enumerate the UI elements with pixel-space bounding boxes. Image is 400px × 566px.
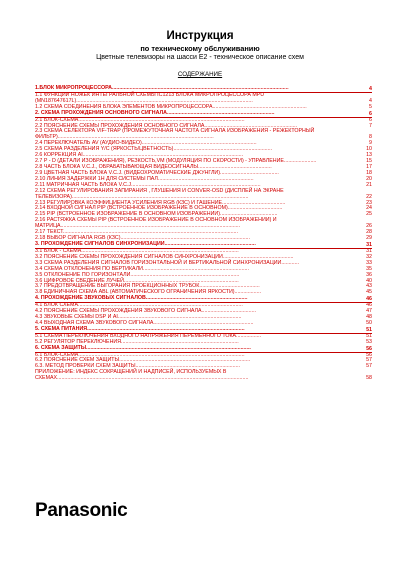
toc-page-number: 7 bbox=[369, 122, 372, 129]
toc-page-number: 9 bbox=[369, 140, 372, 147]
toc-page-number: 31 bbox=[366, 241, 372, 248]
toc-page-number: 10 bbox=[366, 146, 372, 153]
toc-entry-text: 2.9 ЦВЕТНАЯ ЧАСТЬ БЛОКА V.C.J. (ВИДЕОХРОМАТИЧЕСКИЕ ДЖУНГЛИ)........................................ bbox=[35, 169, 279, 176]
toc-entry-text: 2.4 ПЕРЕКЛЮЧАТЕЛЬ AV (АУДИО-ВИДЕО).............................................................................. bbox=[35, 140, 257, 147]
toc-page-number: 29 bbox=[366, 235, 372, 242]
toc-page-number: 21 bbox=[366, 181, 372, 188]
document-title: Инструкция bbox=[166, 30, 234, 42]
toc-page-number: 46 bbox=[366, 296, 372, 303]
toc-entry-text: 3.8 ЕДИНИЧНАЯ СХЕМА ABL (АВТОМАТИЧЕСКОГО ОГРАНИЧЕНИЯ ЯРКОСТИ).................. bbox=[35, 289, 262, 296]
panasonic-logo: Panasonic bbox=[35, 500, 128, 521]
toc-page-number: 40 bbox=[366, 277, 372, 284]
toc-entry-text: 3.6 ЦИФРОВОЕ СВЕДЕНИЕ ЛУЧЕЙ.............................................................................. bbox=[35, 277, 239, 284]
table-of-contents bbox=[35, 86, 372, 382]
toc-entry-text: 1.БЛОК МИКРОПРОЦЕССОРА........................................................................................................................ bbox=[35, 86, 372, 93]
toc-page-number: 24 bbox=[366, 205, 372, 212]
toc-entry-text: 3.7 ПРЕДОТВРАЩЕНИЕ ВЫГОРАНИЯ ПРОЕКЦИОННЫХ ТРУБОК......................................... bbox=[35, 283, 260, 290]
toc-entry-text: 4.4 ВЫХОДНАЯ СХЕМА ЗВУКОВОГО СИГНАЛА.................................................................... bbox=[35, 319, 254, 326]
toc-page-number: 22 bbox=[366, 193, 372, 200]
toc-page-number: 15 bbox=[366, 158, 372, 165]
toc-page-number: 26 bbox=[366, 223, 372, 230]
toc-entry-text: 6. СХЕМА ЗАЩИТЫ................................................................................................................ bbox=[35, 346, 372, 353]
toc-page-number: 47 bbox=[366, 308, 372, 315]
toc-page-number: 6 bbox=[369, 116, 372, 123]
toc-page-number: 18 bbox=[366, 169, 372, 176]
toc-entry-text: 2.14 ВХОДНОЙ СИГНАЛ PIP (ВСТРОЕННОЕ ИЗОБРАЖЕНИЕ В ОСНОВНОМ)..................................... bbox=[35, 205, 283, 212]
toc-entry-text: 2.18 ВЫБОР СИГНАЛА RGB (КЗС)........................................................................................ bbox=[35, 235, 250, 242]
toc-entry-text: 1.1 ФУНКЦИИ НОЖЕК ИНТЕГРАЛЬНОЙ СХЕМЫ IC1213 БЛОКА МИКРОПРОЦЕССОРА MPU (MN187647617L)........................................................................................................................ bbox=[35, 91, 266, 104]
toc-subsection-entry bbox=[35, 93, 372, 105]
toc-entry-text: 2.12 СХЕМА РЕГУЛИРОВАНИЯ ЗАПИРАНИЯ , ГЛУШЕНИЯ И CONVER-OSD (ДИСПЛЕЙ НА ЭКРАНЕ ТЕЛЕВИЗОРА)........................................................................................................................ bbox=[35, 187, 286, 200]
toc-entry-text: 3.2 ПОЯСНЕНИЕ СХЕМЫ ПРОХОЖДЕНИЯ СИГНАЛОВ СИНХРОНИЗАЦИИ................................................ bbox=[35, 253, 294, 260]
toc-entry-text: 4.3 ЗВУКОВЫЕ СХЕМЫ DSP И AI.................................................................................... bbox=[35, 314, 242, 321]
contents-heading: СОДЕРЖАНИЕ bbox=[177, 71, 223, 78]
toc-entry-text: 2.17 ТЕКСТ....................................................................................................................... bbox=[35, 229, 238, 236]
toc-entry-text: 3. ПРОХОЖДЕНИЕ СИГНАЛОВ СИНХРОНИЗАЦИИ.............................................................. bbox=[35, 242, 372, 249]
toc-page-number: 25 bbox=[366, 211, 372, 218]
toc-entry-text: 4.2 ПОЯСНЕНИЕ СХЕМЫ ПРОХОЖДЕНИЯ ЗВУКОВОГО СИГНАЛА..................................... bbox=[35, 308, 257, 315]
toc-entry-text: 4.1 БЛОК СХЕМА................................................................................................................ bbox=[35, 302, 243, 309]
toc-entry-text: 2.13 РЕГУЛИРОВКА КОЭФФИЦИЕНТА УСИЛЕНИЯ RGB (КЗС) И ГАШЕНИЕ........................................... bbox=[35, 199, 286, 206]
toc-entry-text: 2.3 СХЕМА СЕЛЕКТОРА VIF-TRAP (ПРОМЕЖУТОЧНАЯ ЧАСТОТА СИГНАЛА ИЗОБРАЖЕНИЯ - РЕЖЕКТОРНЫЙ ФИЛЬТР).......................................................................................................... bbox=[35, 128, 316, 141]
toc-page-number: 48 bbox=[366, 314, 372, 321]
toc-subsection-entry bbox=[35, 370, 372, 382]
toc-page-number: 53 bbox=[366, 338, 372, 345]
toc-page-number: 57 bbox=[366, 357, 372, 364]
toc-page-number: 17 bbox=[366, 163, 372, 170]
toc-entry-text: 2. СХЕМА ПРОХОЖДЕНИЯ ОСНОВНОГО СИГНАЛА......................................................................... bbox=[35, 111, 372, 118]
toc-page-number: 51 bbox=[366, 332, 372, 339]
toc-page-number: 20 bbox=[366, 175, 372, 182]
toc-entry-text: 2.10 ЛИНИЯ ЗАДЕРЖКИ 1Н ДЛЯ СИСТЕМЫ ПАЛ................................................................. bbox=[35, 175, 254, 182]
toc-entry-text: 3.3 СХЕМА РАЗДЕЛЕНИЯ СИГНАЛОВ ГОРИЗОНТАЛЬНОЙ И ВЕРТИКАЛЬНОЙ СИНХРОНИЗАЦИИ............ bbox=[35, 259, 300, 266]
document-description: Цветные телевизоры на шасси E2 - техническое описание схем bbox=[96, 54, 304, 61]
toc-entry-text: 6.1 БЛОК-СХЕМА................................................................................................................. bbox=[35, 351, 245, 358]
toc-page-number: 28 bbox=[366, 229, 372, 236]
toc-page-number: 43 bbox=[366, 283, 372, 290]
toc-page-number: 57 bbox=[366, 363, 372, 370]
toc-page-number: 5 bbox=[369, 103, 372, 110]
toc-page-number: 33 bbox=[366, 259, 372, 266]
toc-subsection-entry bbox=[35, 189, 372, 201]
toc-entry-text: 2.1 БЛОК-СХЕМА................................................................................................................. bbox=[35, 116, 245, 123]
toc-entry-text: 2.11 МАТРИЧНАЯ ЧАСТЬ БЛОКА V.C.J........................................................................................ bbox=[35, 181, 261, 188]
toc-page-number: 6 bbox=[369, 110, 372, 117]
toc-page-number: 35 bbox=[366, 265, 372, 272]
toc-page-number: 51 bbox=[366, 326, 372, 333]
toc-page-number: 56 bbox=[366, 345, 372, 352]
toc-entry-text: 3.1 БЛОК - СХЕМА........................................................................................................... bbox=[35, 247, 239, 254]
toc-entry-text: 5.1 СХЕМА ПЕРЕКЛЮЧЕНИЯ ВХОДНОГО НАПРЯЖЕНИЯ ПЕРЕМЕННОГО ТОКА................. bbox=[35, 332, 262, 339]
toc-page-number: 50 bbox=[366, 319, 372, 326]
toc-page-number: 58 bbox=[366, 375, 372, 382]
document-subtitle: по техническому обслуживанию bbox=[140, 44, 260, 53]
toc-entry-text: 4. ПРОХОЖДЕНИЕ ЗВУКОВЫХ СИГНАЛОВ..................................................................... bbox=[35, 296, 372, 303]
toc-entry-text: 5. СХЕМА ПИТАНИЯ........................................................................................................... bbox=[35, 327, 372, 334]
toc-page-number: 13 bbox=[366, 152, 372, 159]
toc-entry-text: 1.2 СХЕМА СОЕДИНЕНИЯ БЛОКА ЭЛЕМЕНТОВ МИКРОПРОЦЕССОРА................................................................ bbox=[35, 103, 307, 110]
toc-page-number: 36 bbox=[366, 271, 372, 278]
toc-entry-text: 2.5 СХЕМА РАЗДЕЛЕНИЯ Y/C (ЯРКОСТЬ/ЦВЕТНОСТЬ)................................................................... bbox=[35, 146, 273, 153]
toc-page-number: 31 bbox=[366, 247, 372, 254]
toc-entry-text: 6.3. МЕТОД ПРОВЕРКИ СХЕМ ЗАЩИТЫ....................................................................... bbox=[35, 363, 241, 370]
toc-entry-text: 6.2 ПОЯСНЕНИЕ СХЕМ ЗАЩИТЫ......................................................................................... bbox=[35, 357, 251, 364]
toc-page-number: 4 bbox=[369, 97, 372, 104]
toc-entry-text: 5.2 РЕГУЛЯТОР ПЕРЕКЛЮЧЕНИЯ................................................................................ bbox=[35, 338, 239, 345]
toc-entry-text: 2.16 РАСТЯЖКА СХЕМЫ PIP (ВСТРОЕННОЕ ИЗОБРАЖЕНИЕ В ОСНОВНОМ ИЗОБРАЖЕНИИ) И МАТРИЦА.......................................................................................................................... bbox=[35, 217, 279, 230]
toc-entry-text: 2.6 КОРРЕКЦИЯ AI............................................................................................................. bbox=[35, 152, 244, 159]
toc-entry-text: 2.15 PIP (ВСТРОЕННОЕ ИЗОБРАЖЕНИЕ В ОСНОВНОМ ИЗОБРАЖЕНИИ)....................................... bbox=[35, 211, 278, 218]
toc-page-number: 8 bbox=[369, 134, 372, 141]
toc-entry-text: 3.4 СХЕМА ОТКЛОНЕНИЯ ПО ВЕРТИКАЛИ........................................................................ bbox=[35, 265, 249, 272]
toc-entry-text: 3.5 ОТКЛОНЕНИЕ ПО ГОРИЗОНТАЛИ.......................................................................... bbox=[35, 271, 240, 278]
toc-page-number: 46 bbox=[366, 302, 372, 309]
toc-page-number: 56 bbox=[366, 351, 372, 358]
toc-entry-text: 2.7 P - D (ДЕТАЛИ ИЗОБРАЖЕНИЯ), РЕЗКОСТЬ,VM (МОДУЛЯЦИЯ ПО СКОРОСТИ) - УПРАВЛЕНИЕ...................... bbox=[35, 158, 317, 165]
toc-page-number: 32 bbox=[366, 253, 372, 260]
toc-page-number: 4 bbox=[369, 86, 372, 92]
toc-page-number: 45 bbox=[366, 289, 372, 296]
toc-entry-text: 2.8 ЧАСТЬ БЛОКА V.C.J., ОБРАБАТЫВАЮЩАЯ ВИДЕОСИГНАЛЫ.................................................. bbox=[35, 163, 272, 170]
toc-entry-text: ПРИЛОЖЕНИЕ: ИНДЕКС СОКРАЩЕНИЙ И НАДПИСЕЙ, ИСПОЛЬЗУЕМЫХ В СХЕМАХ.................................................................................................................................. bbox=[35, 369, 249, 382]
toc-page-number: 23 bbox=[366, 199, 372, 206]
toc-entry-text: 2.2 ПОЯСНЕНИЕ СХЕМЫ ПРОХОЖДЕНИЯ ОСНОВНОГО СИГНАЛА............................................................... bbox=[35, 122, 298, 129]
